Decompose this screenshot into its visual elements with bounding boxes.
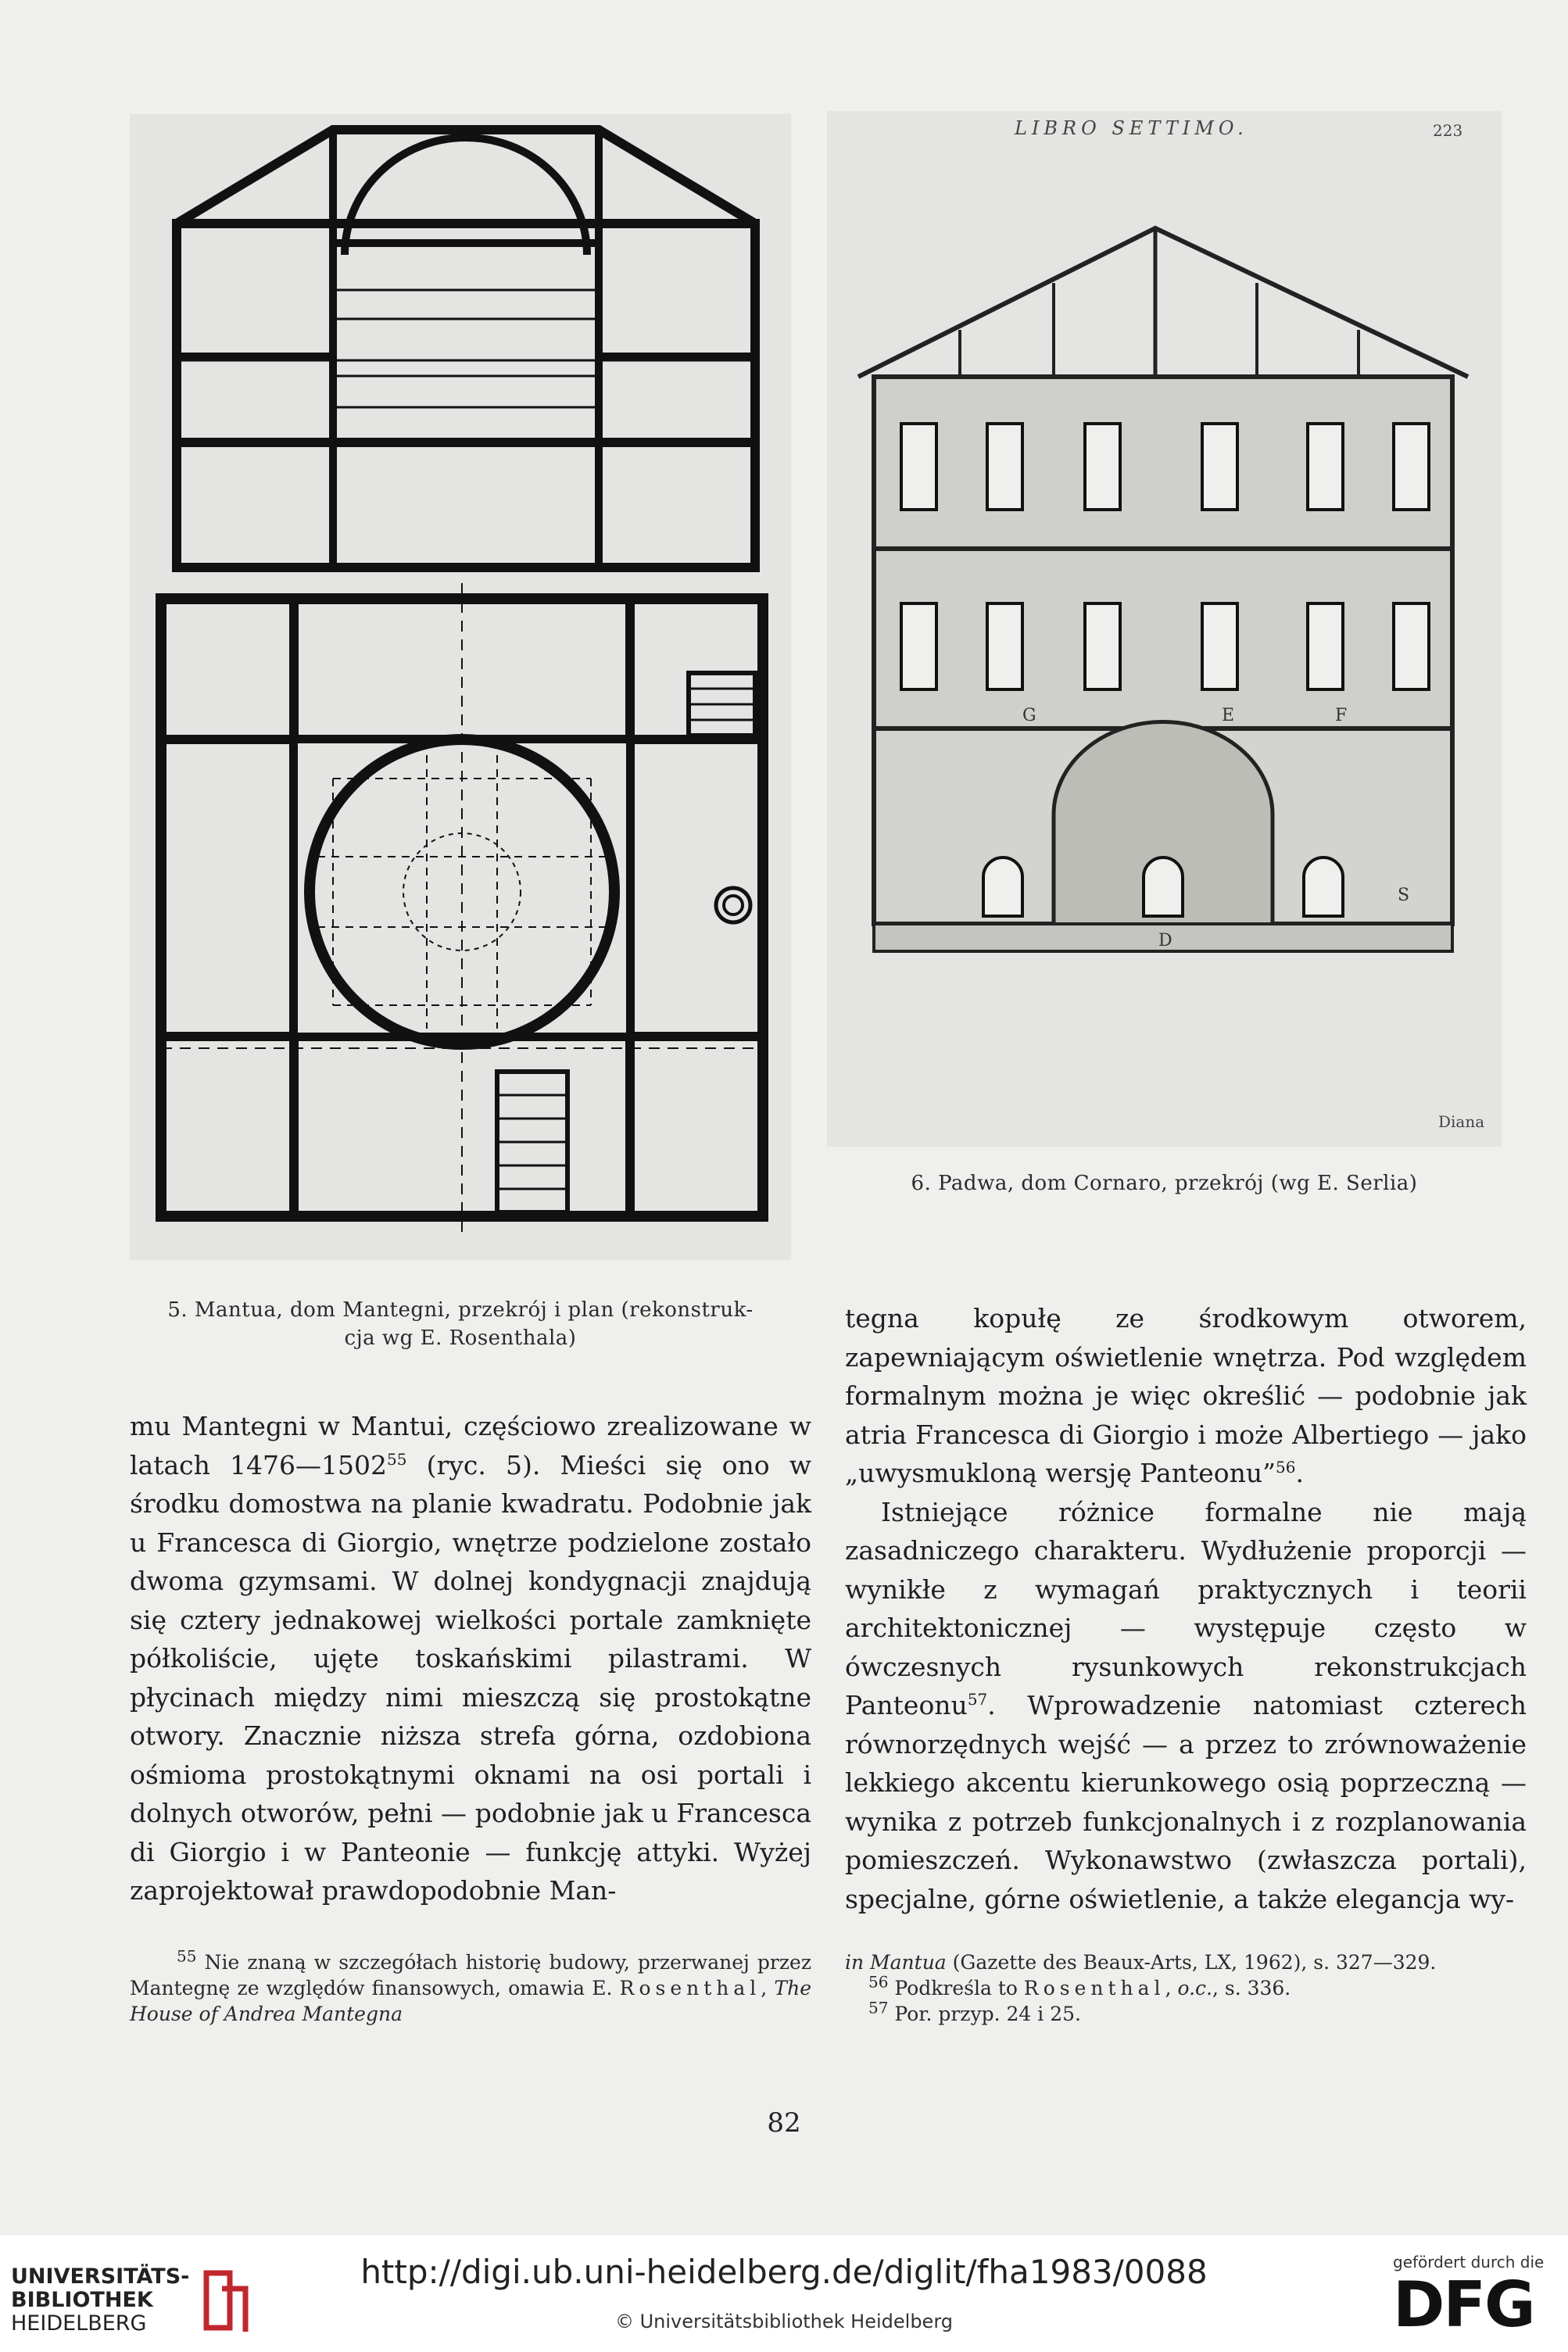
cornaro-house-section <box>827 111 1502 1147</box>
figure-5-drawing <box>130 114 791 1260</box>
footnote-ref-55[interactable]: 55 <box>387 1449 407 1469</box>
engraving-letter-s: S <box>1398 886 1410 905</box>
figure-6-caption: 6. Padwa, dom Cornaro, przekrój (wg E. Serlia) <box>911 1172 1418 1195</box>
plan-drawing <box>161 583 763 1232</box>
funding-label: gefördert durch die <box>1393 2253 1545 2271</box>
copyright-text: © Universitätsbibliothek Heidelberg <box>614 2311 953 2332</box>
figure-6-engraving <box>827 111 1502 1147</box>
engraving-letter-f: F <box>1335 706 1348 725</box>
left-text-column <box>130 1407 811 1910</box>
engraving-letter-e: E <box>1222 706 1235 725</box>
engraving-letter-g: G <box>1022 706 1036 725</box>
engraving-corner-text: Diana <box>1438 1112 1485 1131</box>
figure-5-caption: 5. Mantua, dom Mantegni, przekrój i plan (rekonstruk- cja wg E. Rosenthala) <box>167 1298 754 1350</box>
page-number: 82 <box>767 2107 801 2139</box>
engraving-header: LIBRO SETTIMO. <box>1015 117 1248 139</box>
footnote-57: $^{57}$ Por. przyp. 24 i 25. <box>868 1998 1081 2025</box>
mantegna-house-section-and-plan <box>130 114 791 1260</box>
left-paragraph: mu Mantegni w Mantui, częściowo zrealizowane w latach 1476—1502$^{55}$ (ryc. 5). Mieści się ono w środku domostwa na planie kwadratu. Podobnie jak u Francesca di Giorgio, wnętrze podzielone zostało dwoma gzymsami. W dolnej kondygnacji znajdują się cztery jednakowej wielkości portale zamknięte półkoliście, ujęte toskańskimi pilastrami. W płycinach między nimi mieszczą się prostokątne otwory. Znacznie niższa strefa górna, ozdobiona ośmioma prostokątnymi oknami na osi portali i dolnych otworów, pełni — podobnie jak u Francesca di Giorgio i w Panteonie — funkcję attyki. Wyżej zaprojektował prawdopodobnie Man- <box>130 1411 811 1906</box>
footnote-55: $^{55}$ Nie znaną w szczegółach historię budowy, przerwanej przez Mantegnę ze względów finansowych, omawia E. Rosenthal, The House of Andrea Mantegna <box>130 1946 811 2025</box>
right-text-column <box>845 1299 1527 1918</box>
right-paragraph-1: tegna kopułę ze środkowym otworem, zapewniającym oświetlenie wnętrza. Pod względem formalnym można je więc określić — podobnie jak atria Francesca di Giorgio i może Albertiego — jako „uwysmukloną wersję Panteonu”$^{56}$. <box>845 1303 1527 1488</box>
footnotes-right <box>845 1949 1527 2027</box>
library-logo: UNIVERSITÄTS- BIBLIOTHEK HEIDELBERG <box>11 2265 253 2336</box>
engraving-page-number: 223 <box>1433 121 1463 140</box>
footnote-56: $^{56}$ Podkreśla to Rosenthal, o.c., s. 336. <box>868 1972 1291 1999</box>
footer-bar <box>0 2236 1568 2352</box>
footnote-55-continued: in Mantua (Gazette des Beaux-Arts, LX, 1962), s. 327—329. <box>845 1951 1437 1974</box>
right-paragraph-2: Istniejące różnice formalne nie mają zasadniczego charakteru. Wydłużenie proporcji — wynikłe z wymagań praktycznych i teorii architektonicznej — występuje często w ówczesnych rysunkowych rekonstrukcjach Panteonu$^{57}$. Wprowadzenie natomiast czterech równorzędnych wejść — a przez to zrównoważenie lekkiego akcentu kierunkowego osią poprzeczną — wynika z potrzeb funkcjonalnych i z rozplanowania pomieszczeń. Wykonawstwo (zwłaszcza portali), specjalne, górne oświetlenie, a także elegancja wy- <box>845 1496 1527 1914</box>
source-url-link[interactable]: http://digi.ub.uni-heidelberg.de/diglit/fha1983/0088 <box>360 2253 1208 2291</box>
section-drawing <box>177 130 755 567</box>
footnote-ref-56[interactable]: 56 <box>1275 1458 1296 1477</box>
engraving-letter-d: D <box>1158 931 1172 950</box>
dfg-logo: DFG <box>1393 2268 1534 2341</box>
footnote-ref-57[interactable]: 57 <box>967 1690 988 1709</box>
